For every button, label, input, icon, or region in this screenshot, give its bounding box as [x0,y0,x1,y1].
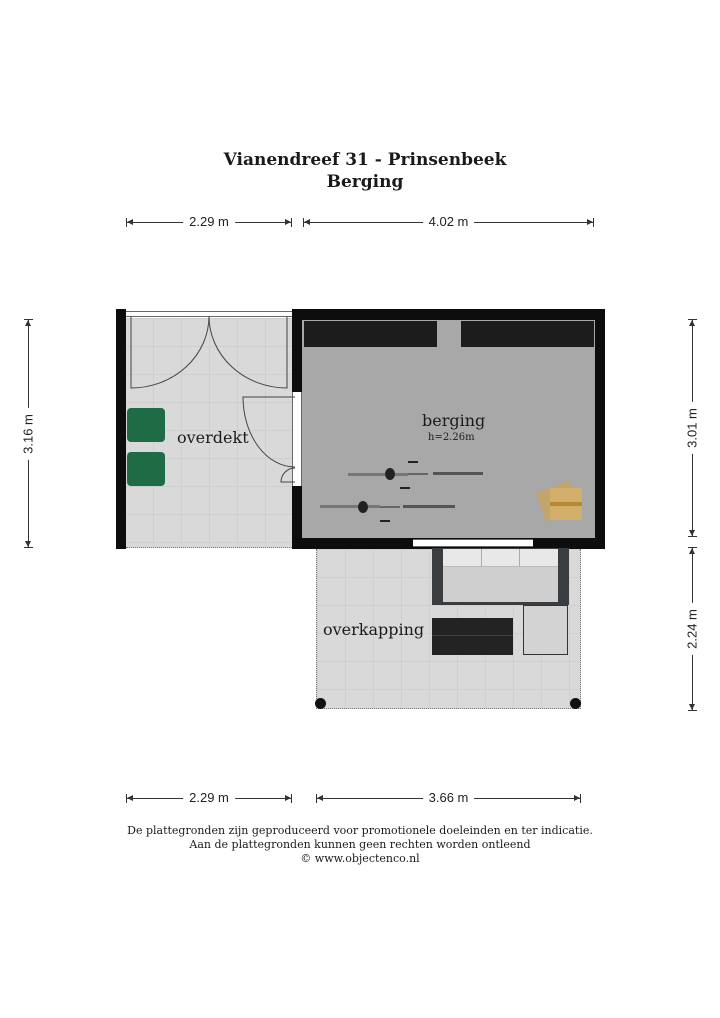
table-line [432,635,513,636]
wall [116,309,126,549]
green-bin-icon [127,452,165,486]
dimension-right-berging [685,319,699,537]
dimension-top-berging [303,215,594,229]
room-label-overkapping: overkapping [323,620,425,639]
dimension-label: 3.01 m [685,402,700,454]
plan-title: Vianendreef 31 - Prinsenbeek [223,150,507,170]
sofa-cushions [443,549,558,567]
box-tape [550,502,582,506]
shelf [304,321,437,347]
ottoman-icon [523,605,568,655]
post-icon [570,698,581,709]
bicycle-icon [318,458,488,528]
disclaimer-line-1: De plattegronden zijn geproduceerd voor promotionele doeleinden en ter indicatie. [127,824,593,837]
cushion-divider [481,549,482,566]
copyright-link[interactable]: © www.objectenco.nl [300,852,420,865]
dimension-label: 2.29 m [183,790,235,805]
dimension-label: 2.24 m [685,603,700,655]
dimension-label: 2.29 m [183,214,235,229]
open-edge [126,547,292,548]
cushion-divider [519,549,520,566]
shelf [461,321,594,347]
room-label-overdekt: overdekt [177,428,249,447]
dimension-bottom-overkapping [316,791,581,805]
room-height-berging: h=2.26m [428,432,475,443]
window [413,539,533,547]
disclaimer-line-2: Aan de plattegronden kunnen geen rechten worden ontleend [189,838,531,851]
dimension-bottom-overdekt [126,791,292,805]
room-label-berging: berging [422,411,486,430]
dimension-right-overkapping [685,547,699,711]
dimension-label: 3.16 m [21,408,36,460]
coffee-table-icon [432,618,513,655]
plan-subtitle: Berging [326,172,404,192]
dimension-top-overdekt [126,215,292,229]
door-swing-icon[interactable] [240,396,296,486]
double-door-icon[interactable] [126,316,292,392]
green-bin-icon [127,408,165,442]
dimension-left [21,319,35,548]
post-icon [315,698,326,709]
dimension-label: 3.66 m [423,790,475,805]
dimension-label: 4.02 m [423,214,475,229]
